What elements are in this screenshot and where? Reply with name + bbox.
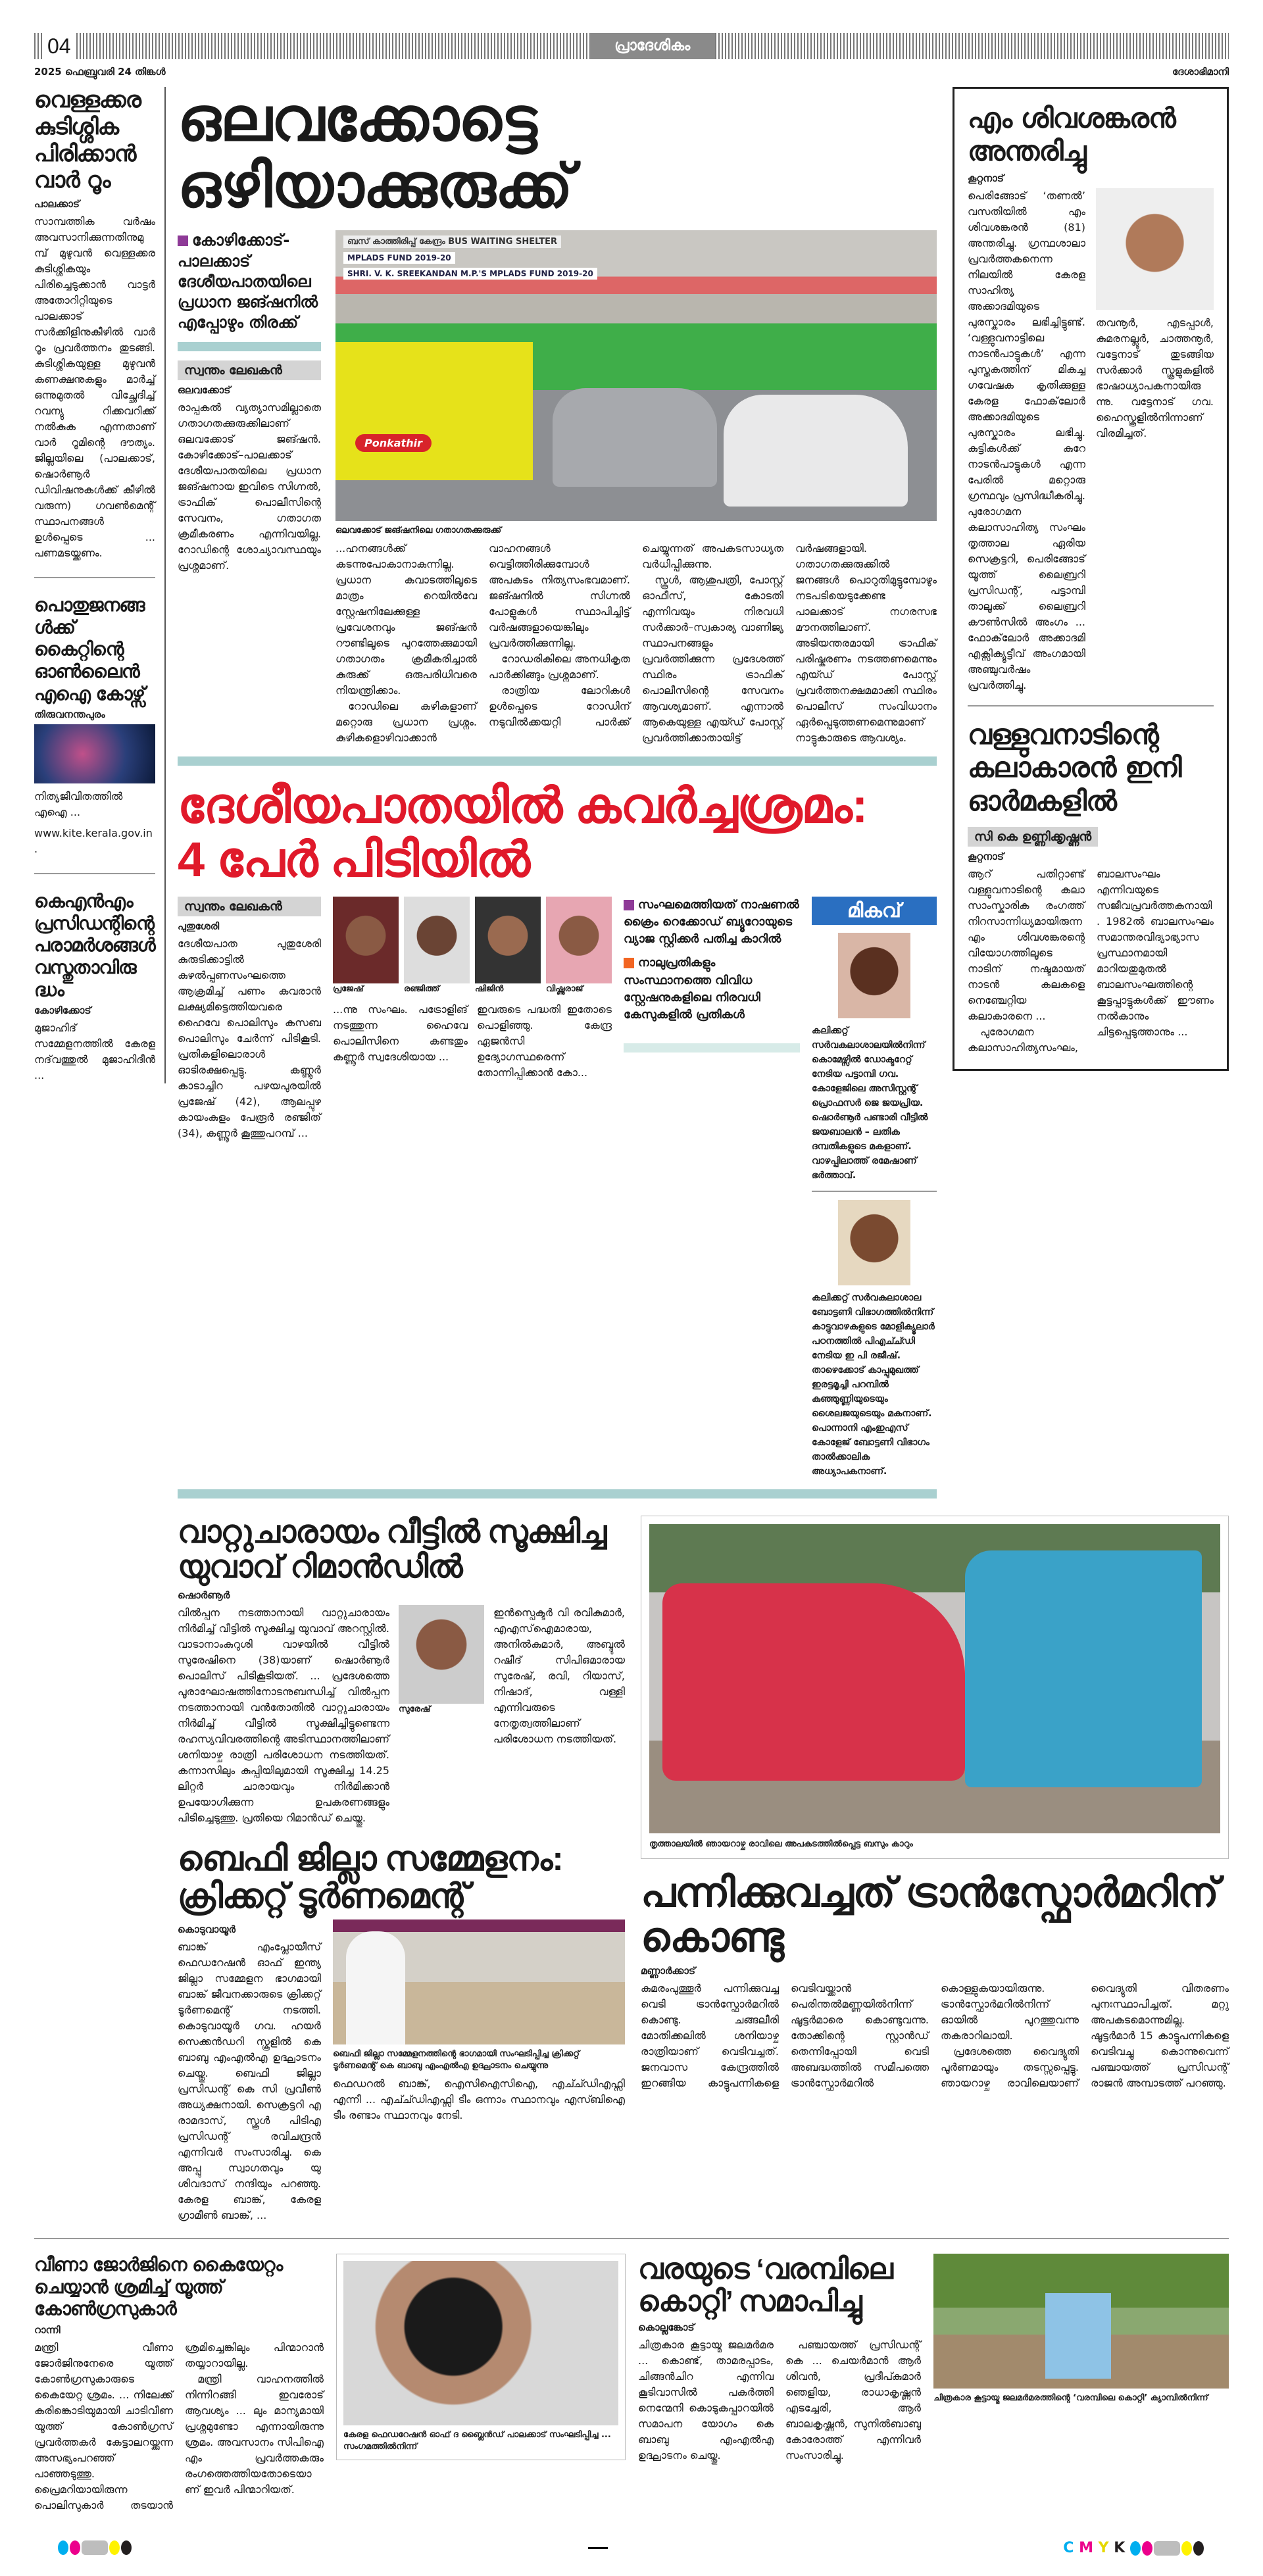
cmyk-letter: M bbox=[1079, 2539, 1093, 2556]
mikav-item: കലിക്കറ്റ് സർവകലാശാല ബോട്ടണി വിഭാഗത്തിൽനിന്ന് കാട്ടുവാഴകളുടെ മോളിക്യൂലാർ പഠനത്തിൽ പിഎച്ച്ഡി നേടിയ ഇ പി രജീഷ്. താഴെക്കോട് കാപ്പുമുഖത്ത് ഇരട്ടമൂച്ചി പറമ്പിൽ കുഞ്ഞുണ്ണിയുടെയും ശൈലജയുടെയും മകനാണ്. പൊന്നാനി എംഇഎസ് കോളേജ് ബോട്ടണി വിഭാഗം താൽക്കാലിക അധ്യാപകനാണ്. bbox=[812, 1293, 935, 1477]
color-dot bbox=[82, 2540, 108, 2555]
color-dot bbox=[1154, 2541, 1180, 2556]
crime-body-3: ഇവരുടെ പദ്ധതി ഇതോടെ പൊളിഞ്ഞു. കേന്ദ്ര ഏജൻസി ഉദ്യോഗസ്ഥരെന്ന് തോന്നിപ്പിക്കാൻ കോ... bbox=[477, 1003, 612, 1079]
accident-transformer-column bbox=[641, 1516, 1229, 2091]
paragraph: സ്കൂൾ, ആശുപത്രി, പോസ്റ്റ് ഓഫീസ്, കോടതി എന്നിവയും നിരവധി സർക്കാർ–സ്വകാര്യ വാണിജ്യ സ്ഥാപനങ്ങളും പ്രവർത്തിക്കുന്ന പ്രദേശത്ത് സ്ഥിരം ട്രാഫിക് പൊലീസിന്റെ സേവനം ആവശ്യമാണ്. എന്നാൽ ആകെയുള്ള എയ്ഡ് പോസ്റ്റ് പ്രവർത്തിക്കാതായിട്ട് വർഷങ്ങളായി. ഗതാഗതക്കുരുക്കിൽ ജനങ്ങൾ പൊറുതിമുട്ടുമ്പോഴും നടപടിയെടുക്കേണ്ട പാലക്കാട് നഗരസഭ മൗനത്തിലാണ്. അടിയന്തരമായി ട്രാഫിക് പരിഷ്കരണം നടത്തണമെന്നും എയ്ഡ് പോസ്റ്റ് പ്രവർത്തനക്ഷമമാക്കി സ്ഥിരം പൊലീസ് സംവിധാനം ഏർപ്പെടുത്തണമെന്നുമാണ് നാട്ടുകാരുടെ ആവശ്യം. bbox=[642, 542, 937, 745]
color-dot bbox=[1130, 2541, 1141, 2556]
photo-signs bbox=[335, 230, 937, 285]
obit-body bbox=[968, 188, 1214, 693]
crime-body-2: ...ന്നു സംഘം. പട്രോളിങ് നടത്തുന്ന ഹൈവേ പൊലിസിനെ കണ്ടതും കണ്ണൂർ സ്വദേശിയായ ... bbox=[333, 1003, 468, 1064]
photo-caption: കേരള ഫെഡറേഷൻ ഓഫ് ദ ബ്ലൈൻഡ് പാലക്കാട് സംഘടിപ്പിച്ച ... സംഗമത്തിൽനിന്ന് bbox=[343, 2430, 611, 2452]
accused-4 bbox=[546, 897, 612, 995]
headline-line: ദേശീയപാതയിൽ കവർച്ചശ്രമം: bbox=[178, 778, 868, 833]
dateline: കൂറ്റനാട് bbox=[968, 850, 1004, 862]
article-kite-ai bbox=[34, 594, 155, 857]
color-dot bbox=[109, 2540, 120, 2555]
lead-photo-caption: ഒലവക്കോട് ജങ്ഷനിലെ ഗതാഗതക്കുരുക്ക് bbox=[335, 526, 502, 536]
varambu-photo bbox=[933, 2254, 1229, 2389]
dateline: കൊല്ലങ്കോട് bbox=[638, 2321, 695, 2333]
teal-rule bbox=[178, 1489, 937, 1499]
accused-name: ഷിജിൻ bbox=[475, 984, 504, 995]
photo-sign: ബസ് കാത്തിരിപ്പ് കേന്ദ്രം BUS WAITING SHELTER bbox=[343, 235, 561, 248]
arrack-photo-column bbox=[399, 1605, 484, 1716]
arrack-body: വിൽപ്പന നടത്താനായി വാറ്റുചാരായം നിർമിച്ച് വീട്ടിൽ സൂക്ഷിച്ച യുവാവ് അറസ്റ്റിൽ. വാടാനാംകുറുശി വാഴയിൽ വീട്ടിൽ സുരേഷിനെ (38)യാണ് ഷൊർണൂർ പൊലിസ് പിടികൂടിയത്. ... പ്രദേശത്തെ പൂരാഘോഷത്തിനോടനുബന്ധിച്ച് വിൽപ്പന നടത്താനായി വൻതോതിൽ വാറ്റുചാരായം നിർമിച്ച് വീട്ടിൽ സൂക്ഷിച്ചിട്ടുണ്ടെന്ന രഹസ്യവിവരത്തിന്റെ അടിസ്ഥാനത്തിലാണ് ശനിയാഴ്ച രാത്രി പരിശോധന നടത്തിയത്. കന്നാസിലും കുപ്പിയിലുമായി സൂക്ഷിച്ച 14.25 ലിറ്റർ ചാരായവും നിർമിക്കാൻ ഉപയോഗിക്കുന്ന ഉപകരണങ്ങളും പിടിച്ചെടുത്തു. പ്രതിയെ റിമാൻഡ് ചെയ്തു. bbox=[178, 1606, 389, 1824]
masthead-row bbox=[34, 66, 1229, 78]
red-car bbox=[662, 1583, 965, 1781]
header-stripe bbox=[76, 33, 590, 59]
article-water-warroom bbox=[34, 87, 155, 561]
cmyk-letter: C bbox=[1063, 2539, 1074, 2556]
byline: സ്വന്തം ലേഖകൻ bbox=[178, 360, 321, 380]
color-dot bbox=[70, 2540, 80, 2555]
accident-photo bbox=[649, 1524, 1220, 1833]
header-stripe bbox=[34, 33, 42, 59]
left-column bbox=[34, 87, 166, 1083]
color-dot bbox=[1193, 2541, 1204, 2556]
paragraph: ചിത്രകാര കൂട്ടായ്മ ജലമർമര ... കൊണ്ട്, താമരപ്പാടം, ചിങ്ങൻചിറ എന്നിവ കൂടിവാസിൽ പകർത്തി നെന്മേനി കൊടുകപ്പാറയിൽ സമാപന യോഗം കെ ബാബു എംഎൽഎ ഉദ്ഘാടനം ചെയ്തു. bbox=[638, 2338, 774, 2462]
truck-brand: Ponkathir bbox=[355, 434, 432, 452]
lead-headline: ഒലവക്കോട്ടെ ഒഴിയാക്കുരുക്ക് bbox=[178, 86, 572, 220]
headline-line: ബെഫി ജില്ലാ സമ്മേളനം: bbox=[178, 1839, 563, 1878]
center-column bbox=[178, 87, 937, 1499]
byline: സി കെ ഉണ്ണിക്കൃഷ്ണൻ bbox=[968, 827, 1098, 847]
registration-marks-left bbox=[58, 2540, 133, 2555]
divider bbox=[812, 1191, 937, 1192]
paragraph: ആറ് പതിറ്റാണ്ട് വള്ളുവനാടിന്റെ കലാ സാംസ്കാരിക രംഗത്ത് നിറസാന്നിധ്യമായിരുന്ന എം ശിവശങ്കരന്റെ വിയോഗത്തിലൂടെ നാടിന് നഷ്ടമായത് നാടൻ കലകളെ നെഞ്ചേറ്റിയ കലാകാരനെ ... bbox=[968, 867, 1085, 1022]
lead-intro: രാപ്പകൽ വ്യത്യാസമില്ലാതെ ഗതാഗതക്കുരുക്കിലാണ് ഒലവക്കോട് ജങ്ഷൻ. കോഴിക്കോട്–പാലക്കാട് ദേശീയപാതയിലെ പ്രധാന ജങ്ഷനായ ഇവിടെ സിഗ്നൽ, ട്രാഫിക് പൊലീസിന്റെ സേവനം, ഗതാഗത ക്രമീകരണം എന്നിവയില്ല. റോഡിന്റെ ശോച്യാവസ്ഥയും പ്രശ്നമാണ്. bbox=[178, 401, 321, 572]
article-body: സാമ്പത്തിക വർഷം അവസാനിക്കുന്നതിനുമുമ്പ് മുഴുവൻ വെള്ളക്കര കുടിശ്ശികയും പിരിച്ചെടുക്കാൻ വാട്ടർ അതോറിറ്റിയുടെ പാലക്കാട് സർക്കിളിനുകീഴിൽ വാർ റൂം പ്രവർത്തനം തുടങ്ങി. കുടിശ്ശികയുള്ള മുഴുവൻ കണക്ഷനുകളും മാർച്ച് ഒന്നുമുതൽ വിച്ഛേദിച്ച് റവന്യു റിക്കവറിക്ക് നൽകുക എന്നതാണ് വാർ റൂമിന്റെ ദൗത്യം. ജില്ലയിലെ (പാലക്കാട്, ഷൊർണൂർ ഡിവിഷനുകൾക്ക് കീഴിൽ വരുന്ന) ഗവൺമെന്റ് സ്ഥാപനങ്ങൾ ഉൾപ്പെടെ ... പണമടയ്ക്കണം. bbox=[34, 215, 155, 560]
dateline: കൂറ്റനാട് bbox=[968, 172, 1004, 184]
befi-body-2: ഫെഡറൽ ബാങ്ക്, ഐസിഐസിഐ, എച്ച്ഡിഎഫ്സി എന്നീ ... എച്ച്ഡിഎഫ്സി ടീം ഒന്നാം സ്ഥാനവും എസ്ബിഐ ടീം രണ്ടാം സ്ഥാനവും നേടി. bbox=[333, 2077, 625, 2122]
mikav-item: കലിക്കറ്റ് സർവകലാശാലയിൽനിന്ന് കൊമേഴ്സിൽ ഡോക്ടറേറ്റ് നേടിയ പട്ടാമ്പി ഗവ. കോളേജിലെ അസിസ്റ്റന്റ് പ്രൊഫസർ ജെ ജയപ്രിയ. ഷൊർണൂർ പണ്ടാരി വീട്ടിൽ ജയബാലൻ – ലതിക ദമ്പതികളുടെ മകളാണ്. വാഴപ്പിലാത്ത് രമേഷാണ് ഭർത്താവ്. bbox=[812, 1026, 928, 1181]
paragraph: പ്രദേശത്തെ വൈദ്യുതി പൂർണമായും തടസ്സപ്പെട്ടു. ഞായറാഴ്ച രാവിലെയാണ് വൈദ്യുതി വിതരണം പുനഃസ്ഥാപിച്ചത്. മറ്റു അപകടമൊന്നുമില്ല. ഷൂട്ടർമാർ 15 കാട്ടുപന്നികളെ വെടിവച്ചു കൊന്നുവെന്ന് പഞ്ചായത്ത് പ്രസിഡന്റ് രാജൻ അമ്പാടത്ത് പറഞ്ഞു. bbox=[941, 1981, 1229, 2089]
bullet-square bbox=[624, 958, 634, 968]
blue-bus bbox=[965, 1550, 1202, 1787]
transformer-body bbox=[641, 1981, 1229, 2091]
befi-article bbox=[178, 1920, 625, 2223]
veena-article bbox=[34, 2254, 324, 2514]
right-box bbox=[953, 87, 1229, 1071]
varambu-article bbox=[638, 2254, 921, 2464]
accused-photo-suresh bbox=[399, 1605, 484, 1704]
page-number: 04 bbox=[47, 34, 71, 58]
paragraph: റോഡരികിലെ അനധികൃത പാർക്കിങ്ങും പ്രശ്നമാണ്. bbox=[489, 653, 630, 681]
veena-photo-box bbox=[336, 2254, 626, 2460]
paragraph: പുരോഗമന കലാസാഹിത്യസംഘം, ബാലസംഘം എന്നിവയുടെ സജീവപ്രവർത്തകനായി. 1982ൽ ബാലസംഘം സമാന്തരവിദ്യാഭ്യാസ പ്രസ്ഥാനമായി മാറിയതുമുതൽ ബാലസംഘത്തിന്റെ കൂട്ടപ്പാട്ടുകൾക്ക് ഈണം നൽകാനും ചിട്ടപ്പെടുത്താനും ... bbox=[968, 867, 1214, 1054]
befi-caption: ബെഫി ജില്ലാ സമ്മേളനത്തിന്റെ ഭാഗമായി സംഘടിപ്പിച്ച ക്രിക്കറ്റ് ടൂർണമെന്റ് കെ ബാബു എംഎൽഎ ഉദ്ഘാടനം ചെയ്യുന്നു bbox=[333, 2049, 580, 2071]
highlight bbox=[624, 954, 800, 1023]
dateline: പാലക്കാട് bbox=[34, 198, 80, 211]
headline: കെഎൻഎം പ്രസിഡന്റിന്റെ പരാമർശങ്ങൾ വസ്തുതാവിരുദ്ധം bbox=[34, 890, 155, 1001]
photo-sign: SHRI. V. K. SREEKANDAN M.P.'S MPLADS FUND 2019-20 bbox=[343, 268, 597, 280]
obit-portrait bbox=[1096, 188, 1214, 310]
center-mark bbox=[588, 2547, 608, 2549]
white-car bbox=[724, 395, 908, 507]
veena-headline: വീണാ ജോർജിനെ കൈയേറ്റം ചെയ്യാൻ ശ്രമിച്ച് യൂത്ത് കോൺഗ്രസുകാർ bbox=[34, 2254, 283, 2320]
accused-2 bbox=[404, 897, 470, 995]
yellow-truck bbox=[335, 342, 533, 480]
ai-brain-image bbox=[34, 724, 155, 783]
tribute-headline: വള്ളുവനാടിന്റെ കലാകാരൻ ഇനി ഓർമകളിൽ bbox=[968, 718, 1181, 817]
teal-rule bbox=[178, 342, 321, 351]
cmyk-letter: K bbox=[1114, 2539, 1126, 2556]
dateline: തിരുവനന്തപുരം bbox=[34, 708, 105, 721]
accused-1 bbox=[333, 897, 399, 995]
tribute-body bbox=[968, 866, 1214, 1056]
paragraph: പെരിങ്ങോട് ‘തണൽ’ വസതിയിൽ എം ശിവശങ്കരൻ (81) അന്തരിച്ചു. ഗ്രന്ഥശാലാ പ്രവർത്തകനെന്ന നിലയിൽ കേരള സാഹിത്യ അക്കാദമിയുടെ പുരസ്കാരം ലഭിച്ചിട്ടുണ്ട്. ‘വള്ളുവനാട്ടിലെ നാടൻപാട്ടുകൾ’ എന്ന പുസ്തകത്തിന് മികച്ച ഗവേഷക കൃതിക്കുള്ള കേരള ഫോക്‌ലോർ അക്കാദമിയുടെ പുരസ്കാരം ലഭിച്ചു. കുട്ടികൾക്ക് കുറേ നാടൻപാട്ടുകൾ എന്ന പേരിൽ മറ്റൊരു ഗ്രന്ഥവും പ്രസിദ്ധീകരിച്ചു. പുരോഗമന കലാസാഹിത്യ സംഘം തൃത്താല ഏരിയ സെക്രട്ടറി, പെരിങ്ങോട് യൂത്ത് ലൈബ്രറി പ്രസിഡന്റ്, പട്ടാമ്പി താലൂക്ക് ലൈബ്രറി കൗൺസിൽ അംഗം ... ഫോക്‌ലോർ അക്കാദമി എക്സിക്യൂട്ടീവ് അംഗമായി അഞ്ചുവർഷം പ്രവർത്തിച്ചു. bbox=[968, 189, 1085, 691]
accused-name: വിഷ്ണുരാജ് bbox=[546, 984, 583, 995]
main-area bbox=[166, 87, 1229, 2223]
speaker bbox=[346, 1931, 405, 2044]
divider bbox=[34, 873, 155, 874]
mikav-title: മികവ് bbox=[812, 897, 937, 925]
bottom-row bbox=[34, 2254, 1229, 2514]
befi-body: ബാങ്ക് എംപ്ലോയീസ് ഫെഡറേഷൻ ഓഫ് ഇന്ത്യ ജില്ലാ സമ്മേളന ഭാഗമായി ബാങ്ക് ജീവനക്കാരുടെ ക്രിക്കറ്റ് ടൂർണമെന്റ് നടത്തി. കൊടുവായൂർ ഗവ. ഹയർ സെക്കൻഡറി സ്കൂളിൽ കെ ബാബു എംഎൽഎ ഉദ്ഘാടനം ചെയ്തു. ബെഫി ജില്ലാ പ്രസിഡന്റ് കെ സി പ്രവീൺ അധ്യക്ഷനായി. സെക്രട്ടറി എ രാമദാസ്, സ്കൂൾ പിടിഎ പ്രസിഡന്റ് രവിചന്ദ്രൻ എന്നിവർ സംസാരിച്ചു. കെ അപ്പു സ്വാഗതവും യു ശിവദാസ് നന്ദിയും പറഞ്ഞു. കേരള ബാങ്ക്, കേരള ഗ്രാമീൺ ബാങ്ക്, ... bbox=[178, 1941, 321, 2222]
highlight bbox=[624, 897, 800, 948]
lead-photo-traffic bbox=[335, 230, 937, 521]
accused-name: പ്രജേഷ് bbox=[333, 984, 364, 995]
dateline: കോഴിക്കോട് bbox=[34, 1004, 91, 1017]
photo-caption: സുരേഷ് bbox=[399, 1704, 431, 1714]
newspaper-name: ദേശാഭിമാനി bbox=[1172, 66, 1229, 78]
kite-website-link[interactable]: www.kite.kerala.gov.in. bbox=[34, 827, 153, 856]
deck-text: കോഴിക്കോട്-പാലക്കാട് ദേശീയപാതയിലെ പ്രധാന ജങ്ഷനിൽ എപ്പോഴും തിരക്ക് bbox=[178, 231, 318, 332]
divider bbox=[968, 705, 1214, 706]
accused-photo bbox=[475, 897, 541, 983]
crime-headline bbox=[178, 779, 937, 886]
arrack-befi-column bbox=[178, 1516, 625, 2223]
paragraph: പഞ്ചായത്ത് പ്രസിഡന്റ് കെ ... ചെയർമാൻ ആർ ശിവൻ, പ്രദീപ്കുമാർ ഞെളിയ, രാധാകൃഷ്ണൻ എടച്ചേരി, ആർ ബാലകൃഷ്ണൻ, സുനിൽബാബു കോരോത്ത് എന്നിവർ സംസാരിച്ചു. bbox=[785, 2338, 921, 2462]
color-dot bbox=[1181, 2541, 1192, 2556]
dateline: മണ്ണാർക്കാട് bbox=[641, 1964, 696, 1977]
dateline: ഒലവക്കോട് bbox=[178, 384, 231, 397]
crime-story bbox=[178, 897, 937, 1479]
varambu-caption: ചിത്രകാര കൂട്ടായ്മ ജലമർമരത്തിന്റെ ‘വരമ്പിലെ കൊറ്റി’ ക്യാമ്പിൽനിന്ന് bbox=[933, 2393, 1208, 2404]
byline: സ്വന്തം ലേഖകൻ bbox=[178, 897, 321, 916]
blind-federation-photo bbox=[343, 2261, 618, 2425]
silver-car bbox=[553, 388, 717, 487]
issue-date: 2025 ഫെബ്രുവരി 24 തിങ്കൾ bbox=[34, 66, 166, 78]
photo-sign: MPLADS FUND 2019-20 bbox=[343, 252, 455, 264]
crime-body-columns bbox=[333, 1002, 612, 1081]
awardee-photo bbox=[838, 933, 910, 1018]
obit-body-col2 bbox=[1096, 188, 1214, 441]
teal-rule bbox=[178, 756, 937, 766]
highlight-text: സംഘമെത്തിയത് നാഷണൽ ക്രൈം റെക്കോഡ് ബ്യൂറോയുടെ വ്യാജ സ്റ്റിക്കർ പതിച്ച കാറിൽ bbox=[624, 898, 799, 947]
arrack-headline: വാറ്റുചാരായം വീട്ടിൽ സൂക്ഷിച്ച യുവാവ് റിമാൻഡിൽ bbox=[178, 1515, 607, 1585]
paragraph: തവനൂർ, എടപ്പാൾ, കുമരനല്ലൂർ, ചാത്തനൂർ, വട്ടേനാട് തുടങ്ങിയ സർക്കാർ സ്കൂളുകളിൽ ഭാഷാധ്യാപകനായിരുന്നു. വട്ടേനാട് ഗവ. ഹൈസ്കൂളിൽനിന്നാണ് വിരമിച്ചത്. bbox=[1096, 316, 1214, 439]
registration-marks-right bbox=[1063, 2540, 1205, 2556]
teal-rule bbox=[624, 1043, 800, 1053]
painting-canvas bbox=[1045, 2293, 1111, 2379]
varambu-photo-column bbox=[933, 2254, 1229, 2404]
color-dot bbox=[58, 2540, 68, 2555]
dateline: പുതുശേരി bbox=[178, 920, 220, 933]
highlight-text: നാലുപ്രതികളും സംസ്ഥാനത്തെ വിവിധ സ്റ്റേഷനുകളിലെ നിരവധി കേസുകളിൽ പ്രതികൾ bbox=[624, 956, 760, 1022]
headline-line: ക്രിക്കറ്റ് ടൂർണമെന്റ് bbox=[178, 1877, 469, 1916]
crime-highlights bbox=[624, 897, 800, 1053]
befi-col2 bbox=[333, 1920, 625, 2123]
top-row bbox=[178, 87, 1229, 1499]
color-dot bbox=[1142, 2541, 1152, 2556]
headline: വെള്ളക്കര കുടിശ്ശിക പിരിക്കാൻ വാർ റൂം bbox=[34, 87, 141, 194]
article-body: നിത്യജീവിതത്തിൽ എഐ ... bbox=[34, 790, 123, 819]
paragraph: മന്ത്രി വീണാ ജോർജിനുനേരെ യൂത്ത് കോൺഗ്രസുകാരുടെ കൈയേറ്റ ശ്രമം. ... നിലേക്ക് കരിങ്കൊടിയുമായി ചാടിവീണ യൂത്ത് കോൺഗ്രസ് പ്രവർത്തകർ കേട്ടാലറയ്ക്കുന്ന അസഭ്യംപറഞ്ഞ് പാഞ്ഞടുത്തു. പ്രൈമറിയായിരുന്ന പൊലിസുകാർ തടയാൻ ശ്രമിച്ചെങ്കിലും പിന്മാറാൻ തയ്യാറായില്ല. bbox=[34, 2341, 324, 2512]
footer bbox=[34, 2540, 1229, 2556]
header-stripe bbox=[715, 33, 1229, 59]
varambu-body bbox=[638, 2337, 921, 2464]
cmyk-letter: Y bbox=[1098, 2539, 1109, 2556]
paragraph: ...ഹനങ്ങൾക്ക് കടന്നുപോകാനാകുന്നില്ല. പ്രധാന കവാടത്തിലൂടെ മാത്രം റെയിൽവേ സ്റ്റേഷനിലേക്കുള്ള പ്രവേശനവും ജങ്ഷൻ റൗണ്ടിലൂടെ പുറത്തേക്കുമായി ഗതാഗതം ക്രമീകരിച്ചാൽ കുരുക്ക് ഒരുപരിധിവരെ നിയന്ത്രിക്കാം. bbox=[335, 542, 477, 697]
paragraph: കുമരംപുത്തൂർ പന്നിക്കുവച്ച വെടി ട്രാൻസ്ഫോർമറിൽ കൊണ്ടു. ചങ്ങലീരി മോതിക്കലിൽ ശനിയാഴ്ച രാത്രിയാണ് വെടിവച്ചത്. ജനവാസ കേന്ദ്രത്തിൽ ഇറങ്ങിയ കാട്ടുപന്നികളെ വെടിവയ്ക്കാൻ പെരിന്തൽമണ്ണയിൽനിന്ന് ഷൂട്ടർമാരെ കൊണ്ടുവന്നു. തോക്കിന്റെ സ്റ്റാൻഡ് തെന്നിപ്പോയി വെടി അബദ്ധത്തിൽ സമീപത്തെ ട്രാൻസ്ഫോർമറിൽ കൊള്ളുകയായിരുന്നു. ട്രാൻസ്ഫോർമറിൽനിന്ന് ഓയിൽ പുറത്തുവന്നു തകരാറിലായി. bbox=[641, 1981, 1079, 2089]
middle-row bbox=[178, 1516, 1229, 2223]
befi-photo bbox=[333, 1920, 625, 2044]
paragraph: രാത്രിയ ലോറികൾ ഉൾപ്പെടെ റോഡിന് നടുവിൽക്കയറ്റി പാർക്ക് ചെയ്യുന്നത് അപകടസാധ്യത വർധിപ്പിക്കുന്നു. bbox=[489, 542, 783, 729]
accident-photo-box bbox=[641, 1516, 1229, 1859]
divider bbox=[34, 2238, 1229, 2239]
page-body bbox=[34, 87, 1229, 2223]
befi-headline bbox=[178, 1841, 625, 1916]
dateline: ഷൊർണൂർ bbox=[178, 1589, 230, 1601]
headline: പൊതുജനങ്ങൾക്ക് കൈറ്റിന്റെ ഓൺലൈൻ എഐ കോഴ്സ് bbox=[34, 594, 145, 705]
header-rule bbox=[34, 33, 1229, 59]
paragraph: മന്ത്രി വാഹനത്തിൽ നിന്നിറങ്ങി ഇവരോട് ആവശ്യം ... ലും മാന്യമായി പ്രശ്നമുണ്ടോ എന്നായിരുന്നു ശ്രമം. അവസാനം സിപിഐ എം പ്രവർത്തകരും രംഗത്തെത്തിയതോടെയാണ് ഇവർ പിന്മാറിയത്. bbox=[185, 2372, 324, 2496]
article-body: മുജാഹിദ് സമ്മേളനത്തിൽ കേരള നദ്‌വത്തുൽ മുജാഹിദീൻ ... bbox=[34, 1022, 155, 1082]
accused-photo bbox=[404, 897, 470, 983]
lead-story bbox=[178, 230, 937, 746]
accused-photo bbox=[333, 897, 399, 983]
divider bbox=[34, 577, 155, 578]
arrack-article bbox=[178, 1605, 625, 1826]
accused-photo bbox=[546, 897, 612, 983]
awardee-photo bbox=[838, 1200, 910, 1285]
arrack-body-2: ഇൻസ്പെക്ടർ വി രവികുമാർ, എഎസ്ഐമാരായ, അനിൽകുമാർ, അബ്ദുൽ റഷീദ് സിപിഒമാരായ സുരേഷ്, രവി, റിയാസ്, നിഷാദ്, വള്ളി എന്നിവരുടെ നേതൃത്വത്തിലാണ് പരിശോധന നടത്തിയത്. bbox=[493, 1606, 625, 1745]
accused-3 bbox=[475, 897, 541, 995]
article-knm bbox=[34, 890, 155, 1083]
crime-photos-column bbox=[333, 897, 612, 1081]
bullet-square bbox=[178, 235, 188, 246]
dateline: റാന്നി bbox=[34, 2323, 61, 2336]
befi-col1 bbox=[178, 1920, 321, 2223]
lead-main bbox=[335, 230, 937, 746]
mikav-panel bbox=[812, 897, 937, 1479]
obit-body-col1 bbox=[968, 188, 1085, 693]
lead-body bbox=[335, 541, 937, 746]
headline-line: 4 പേർ പിടിയിൽ bbox=[178, 831, 530, 887]
lead-sidebar bbox=[178, 230, 321, 574]
varambu-headline: വരയുടെ ‘വരമ്പിലെ കൊറ്റി’ സമാപിച്ചു bbox=[638, 2253, 893, 2317]
accident-caption: തൃത്താലയിൽ ഞായറാഴ്ച രാവിലെ അപകടത്തിൽപ്പെട്ട ബസും കാറും bbox=[649, 1839, 913, 1850]
paragraph-wrap bbox=[1096, 315, 1214, 441]
transformer-headline: പന്നിക്കുവച്ചത് ട്രാൻസ്ഫോർമറിന് കൊണ്ടു bbox=[641, 1870, 1218, 1961]
color-dot bbox=[121, 2540, 132, 2555]
accused-name: രഞ്ജിത്ത് bbox=[404, 984, 440, 995]
crime-col1 bbox=[178, 897, 321, 1141]
accused-photos bbox=[333, 897, 612, 995]
section-title: പ്രാദേശികം bbox=[590, 33, 715, 59]
bullet-square bbox=[624, 900, 634, 910]
lead-deck bbox=[178, 230, 321, 333]
paragraph: റോഡിലെ കുഴികളാണ് മറ്റൊരു പ്രധാന പ്രശ്നം. കുഴികളൊഴിവാക്കാൻ വാഹനങ്ങൾ വെട്ടിത്തിരിക്കുമ്പോൾ അപകടം നിത്യസംഭവമാണ്. ജങ്ഷനിൽ സിഗ്നൽ പോളുകൾ സ്ഥാപിച്ചിട്ട് വർഷങ്ങളായെങ്കിലും പ്രവർത്തിക്കുന്നില്ല. bbox=[335, 542, 630, 745]
obit-headline: എം ശിവശങ്കരൻ അന്തരിച്ചു bbox=[968, 102, 1176, 168]
crime-body: ദേശീയപാത പുതുശേരി കുരുടിക്കാട്ടിൽ കുഴൽപ്പണസംഘത്തെ ആക്രമിച്ച് പണം കവരാൻ ലക്ഷ്യമിട്ടെത്തിയവരെ ഹൈവേ പൊലിസും കസബ പൊലിസും ചേർന്ന് പിടികൂടി. പ്രതികളിലൊരാൾ ഓടിരക്ഷപ്പെട്ടു. കണ്ണൂർ കാടാച്ചിറ പഴയപുരയിൽ പ്രജേഷ് (42), ആലപ്പുഴ കായംകുളം പേരൂർ രഞ്ജിത് (34), കണ്ണൂർ കൂത്തുപറമ്പ് ... bbox=[178, 937, 321, 1140]
veena-body bbox=[34, 2340, 324, 2514]
dateline: കൊടുവായൂർ bbox=[178, 1923, 236, 1936]
